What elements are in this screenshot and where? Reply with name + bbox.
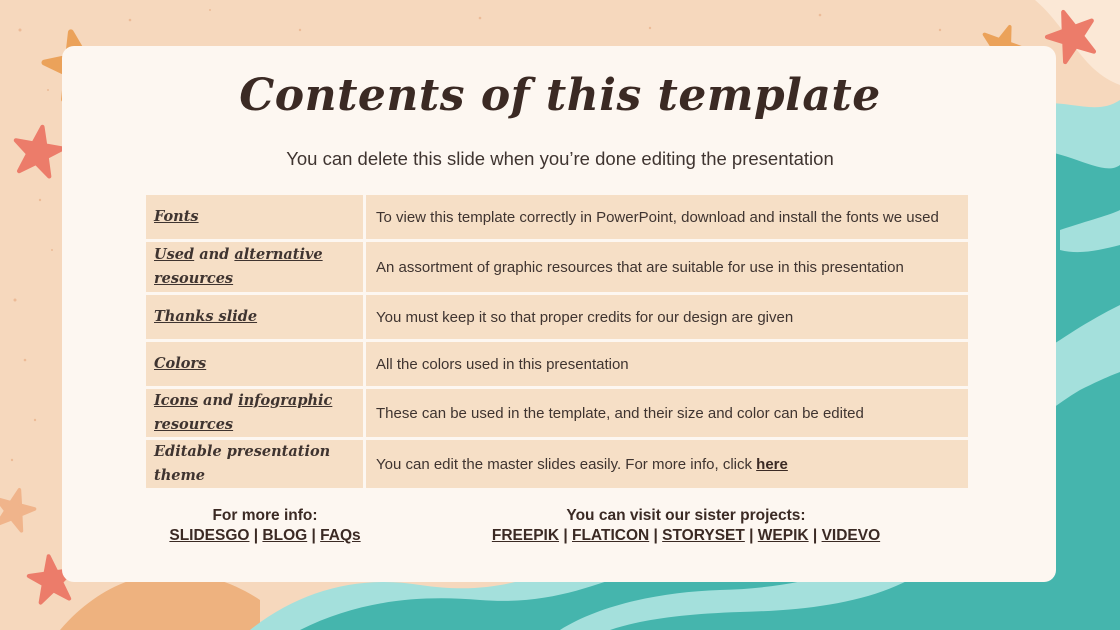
row-key-cell <box>146 242 363 292</box>
fonts-link[interactable]: Fonts <box>154 208 199 225</box>
used-resources-link[interactable]: Used <box>154 246 195 263</box>
wepik-link[interactable]: WEPIK <box>757 527 809 544</box>
faqs-link[interactable]: FAQs <box>320 527 361 544</box>
row-value-cell: These can be used in the template, and their size and color can be edited <box>366 389 968 437</box>
key-connector: and <box>194 246 235 263</box>
colors-link[interactable]: Colors <box>154 355 207 372</box>
alternative-resources-link[interactable]: alternative resources <box>154 246 323 287</box>
more-info-label: For more info: <box>212 507 318 524</box>
page-title: Contents of this template <box>239 70 881 121</box>
row-key-cell <box>146 295 363 339</box>
table-row <box>146 342 968 386</box>
link-separator: | <box>559 527 572 544</box>
contents-table <box>143 192 971 491</box>
row-value-cell: To view this template correctly in PowerPoint, download and install the fonts we used <box>366 195 968 239</box>
more-info-links <box>140 526 390 546</box>
row-key-cell <box>146 389 363 437</box>
page-subtitle: You can delete this slide when you’re done editing the presentation <box>286 148 834 169</box>
here-link[interactable]: here <box>756 455 788 473</box>
infographic-resources-link[interactable]: infographic resources <box>154 392 333 433</box>
table-row <box>146 195 968 239</box>
link-separator: | <box>808 527 822 544</box>
blog-link[interactable]: BLOG <box>262 527 308 544</box>
thanks-slide-link[interactable]: Thanks slide <box>154 308 258 325</box>
table-row <box>146 295 968 339</box>
sister-project-links <box>446 526 926 546</box>
link-separator: | <box>744 527 758 544</box>
link-separator: | <box>307 527 321 544</box>
storyset-link[interactable]: STORYSET <box>662 527 745 544</box>
row-key-cell <box>146 342 363 386</box>
link-separator: | <box>649 527 663 544</box>
row-key-cell <box>146 195 363 239</box>
row-value-text: You can edit the master slides easily. For more info, click <box>376 455 757 473</box>
link-separator: | <box>249 527 263 544</box>
more-info-block <box>140 506 390 546</box>
sister-projects-label: You can visit our sister projects: <box>566 507 806 524</box>
videvo-link[interactable]: VIDEVO <box>821 527 881 544</box>
row-value-cell: You must keep it so that proper credits for our design are given <box>366 295 968 339</box>
freepik-link[interactable]: FREEPIK <box>491 527 560 544</box>
sister-projects-block <box>446 506 926 546</box>
row-value-cell <box>366 440 968 488</box>
table-row <box>146 242 968 292</box>
editable-theme-label: Editable presentation theme <box>154 443 331 484</box>
slidesgo-link[interactable]: SLIDESGO <box>169 527 250 544</box>
row-value-cell: An assortment of graphic resources that are suitable for use in this presentation <box>366 242 968 292</box>
key-connector: and <box>198 392 239 409</box>
table-row <box>146 389 968 437</box>
row-value-cell: All the colors used in this presentation <box>366 342 968 386</box>
icons-link[interactable]: Icons <box>154 392 198 409</box>
flaticon-link[interactable]: FLATICON <box>572 527 650 544</box>
table-row <box>146 440 968 488</box>
row-key-cell <box>146 440 363 488</box>
